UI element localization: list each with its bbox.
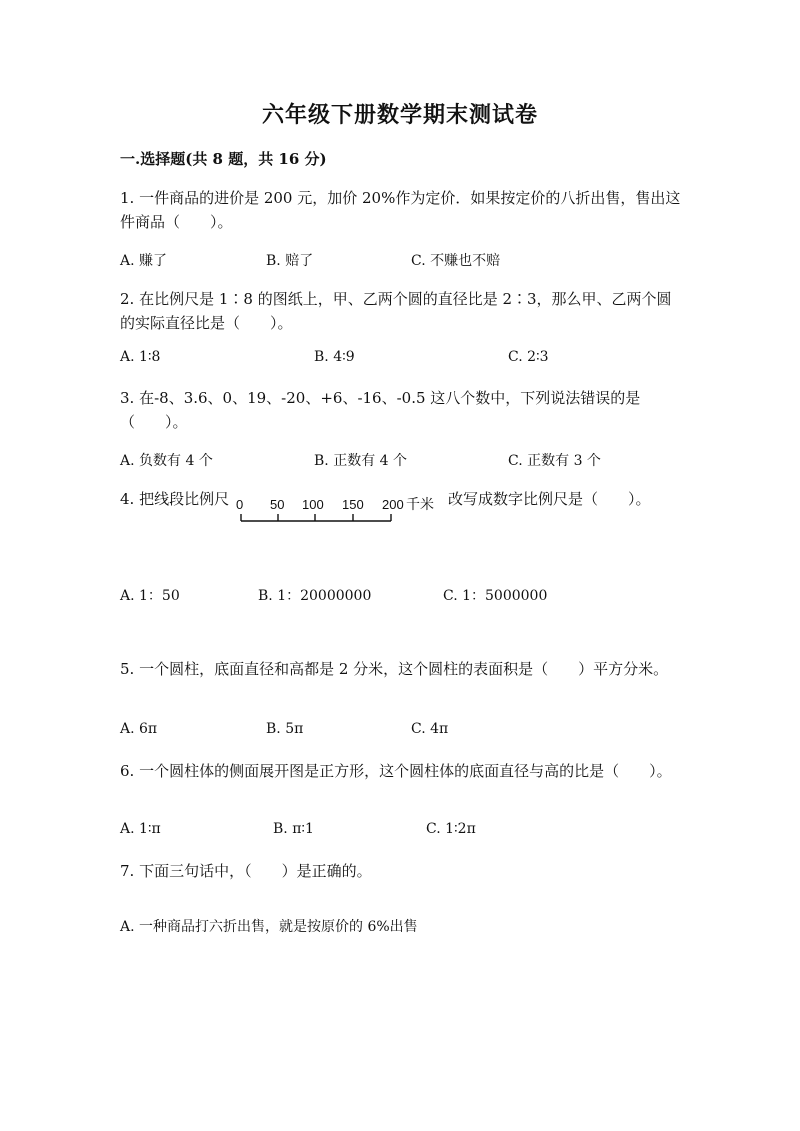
q5-option-a: A. 6π: [120, 721, 158, 737]
page-title: 六年级下册数学期末测试卷: [261, 102, 538, 128]
q2-option-a: A. 1∶8: [120, 349, 161, 365]
question-6: 6. 一个圆柱体的侧面展开图是正方形，这个圆柱体的底面直径与高的比是（ ）。: [120, 762, 672, 780]
q6-option-a: A. 1∶π: [120, 821, 161, 837]
q7-option-a: A. 一种商品打六折出售，就是按原价的 6%出售: [120, 919, 418, 935]
q2-option-c: C. 2∶3: [508, 349, 549, 365]
q4-option-b: B. 1：20000000: [258, 588, 372, 604]
scale-label-200: 200: [382, 497, 404, 512]
scale-label-150: 150: [342, 497, 364, 512]
question-1: 1. 一件商品的进价是 200 元，加价 20%作为定价．如果按定价的八折出售，售出这件商品（ ）。: [120, 189, 681, 231]
question-2: 2. 在比例尺是 1∶8 的图纸上，甲、乙两个圆的直径比是 2∶3，那么甲、乙两个圆的实际直径比是（ ）。: [120, 290, 672, 332]
q2-option-b: B. 4∶9: [314, 349, 355, 365]
line-scale-figure: [236, 494, 448, 526]
q3-option-b: B. 正数有 4 个: [314, 453, 407, 469]
q3-option-c: C. 正数有 3 个: [508, 453, 601, 469]
scale-label-50: 50: [270, 497, 285, 512]
q1-option-b: B. 赔了: [266, 253, 314, 269]
question-3: 3. 在-8、3.6、0、19、-20、+6、-16、-0.5 这八个数中，下列说法错误的是（ ）。: [120, 389, 641, 431]
q6-option-c: C. 1∶2π: [426, 821, 476, 837]
question-5: 5. 一个圆柱，底面直径和高都是 2 分米，这个圆柱的表面积是（ ）平方分米。: [120, 660, 669, 678]
question-7: 7. 下面三句话中，（ ）是正确的。: [120, 862, 372, 880]
scale-label-100: 100: [302, 497, 324, 512]
q4-option-a: A. 1：50: [120, 588, 180, 604]
scale-label-0: 0: [236, 497, 244, 512]
section-heading: 一.选择题(共 8 题，共 16 分): [120, 150, 327, 168]
q1-option-a: A. 赚了: [120, 253, 168, 269]
question-4-before: 4. 把线段比例尺: [120, 490, 230, 508]
q6-option-b: B. π∶1: [273, 821, 314, 837]
question-4-after: 改写成数字比例尺是（ ）。: [448, 490, 651, 508]
q1-option-c: C. 不赚也不赔: [411, 253, 501, 269]
q5-option-c: C. 4π: [411, 721, 449, 737]
scale-unit: 千米: [406, 496, 434, 512]
q4-option-c: C. 1：5000000: [443, 588, 548, 604]
q3-option-a: A. 负数有 4 个: [120, 453, 213, 469]
q5-option-b: B. 5π: [266, 721, 304, 737]
